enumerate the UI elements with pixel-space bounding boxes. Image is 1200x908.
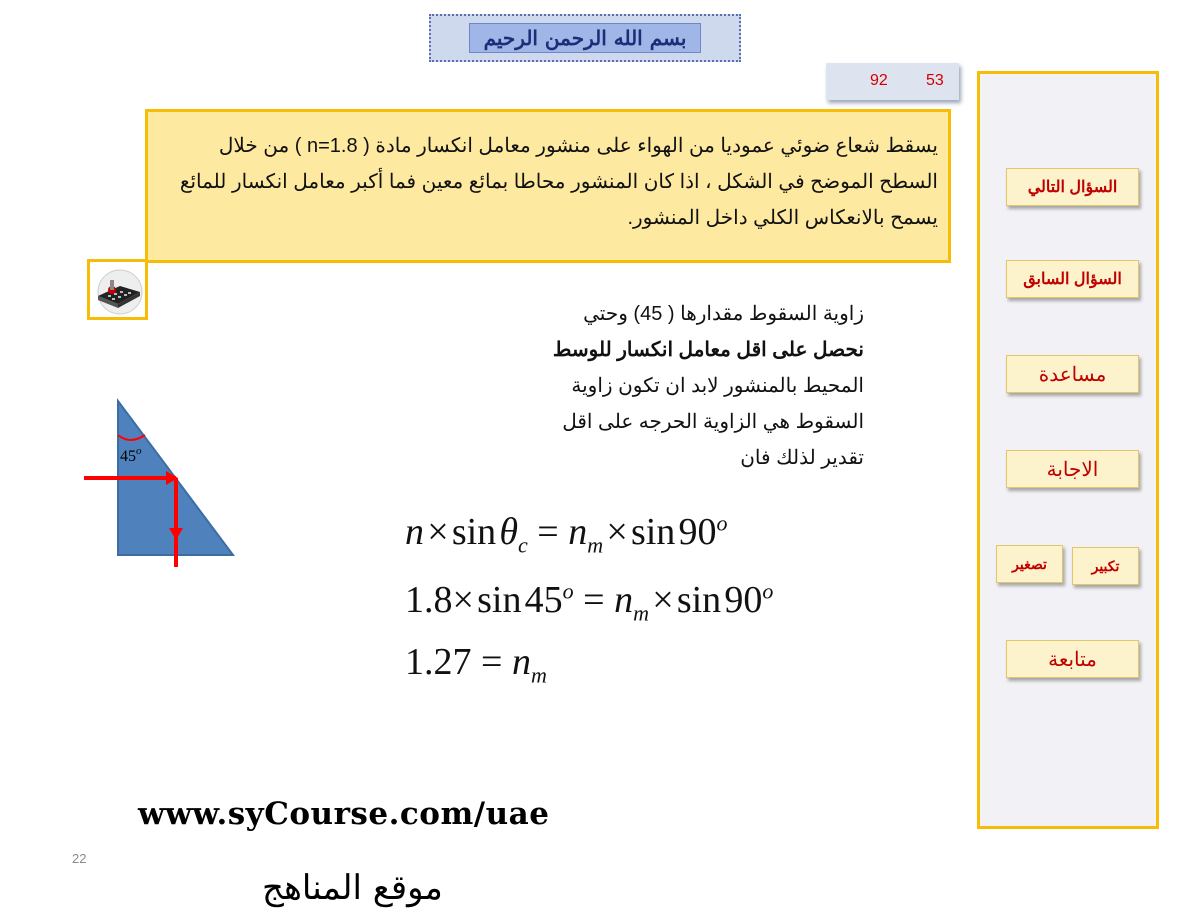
equation-3: $1.27 = n_m$ [405, 641, 547, 688]
page-number: 22 [72, 851, 87, 866]
prism-diagram [80, 395, 250, 575]
bismillah-text: بسم الله الرحمن الرحيم [469, 23, 702, 53]
answer-line-5: تقدير لذلك فان [740, 447, 864, 469]
angle-label: 45$^o$ [120, 445, 142, 465]
question-counter [826, 63, 959, 100]
equation-2: 1.8× sin $45^o = n_m$ × sin 90$^o$ [405, 578, 774, 626]
bismillah-banner [429, 14, 741, 62]
site-url: www.syCourse.com/uae [138, 796, 550, 832]
zoom-out-button[interactable]: تصغير [996, 545, 1063, 583]
next-question-button[interactable]: السؤال التالي [1006, 168, 1139, 206]
equation-1: n × sin $\theta_c = n_m$ × sin 90$^o$ [405, 510, 728, 558]
site-name-arabic: موقع المناهج [262, 868, 443, 908]
counter-first: 92 [870, 72, 888, 89]
counter-second: 53 [926, 72, 944, 89]
answer-explanation [490, 296, 864, 476]
tool-icon-box[interactable] [87, 259, 148, 320]
answer-line-2: نحصل على اقل معامل انكسار للوسط [552, 339, 864, 361]
answer-line-1: زاوية السقوط مقدارها ( 45) وحتي [583, 303, 864, 325]
previous-question-button[interactable]: السؤال السابق [1006, 260, 1139, 298]
continue-button[interactable]: متابعة [1006, 640, 1139, 678]
show-answer-button[interactable]: الاجابة [1006, 450, 1139, 488]
question-box [145, 109, 951, 263]
help-button[interactable]: مساعدة [1006, 355, 1139, 393]
answer-line-4: السقوط هي الزاوية الحرجه على اقل [562, 411, 864, 433]
question-text: يسقط شعاع ضوئي عموديا من الهواء على منشور معامل انكسار مادة ( n=1.8 ) من خلال السطح الموضح في الشكل ، اذا كان المنشور محاطا بمائع معين فما أكبر معامل انكسار للمائع يسمح بالانعكاس الكلي داخل المنشور. [179, 135, 938, 229]
calculator-icon [90, 262, 145, 317]
zoom-in-button[interactable]: تكبير [1072, 547, 1139, 585]
answer-line-3: المحيط بالمنشور لابد ان تكون زاوية [571, 375, 864, 397]
